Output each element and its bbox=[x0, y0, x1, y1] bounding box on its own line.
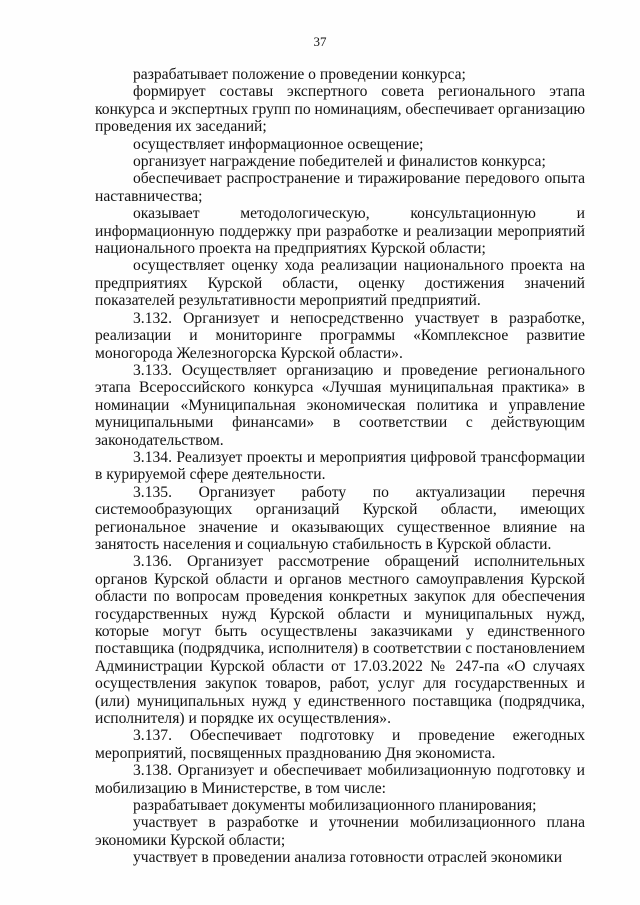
paragraph: участвует в разработке и уточнении мобилизационного плана экономики Курской области; bbox=[95, 814, 585, 849]
paragraph: организует награждение победителей и финалистов конкурса; bbox=[133, 153, 546, 171]
clause-3-138: 3.138. Организует и обеспечивает мобилизационную подготовку и мобилизацию в Министерстве, в том числе: bbox=[95, 762, 585, 797]
paragraph: формирует составы экспертного совета регионального этапа конкурса и экспертных групп по номинациям, обеспечивает организацию проведения их заседаний; bbox=[95, 83, 585, 136]
paragraph: осуществляет оценку хода реализации национального проекта на предприятиях Курской области, оценку достижения значений показателей результативности мероприятий предприятий. bbox=[95, 257, 585, 310]
document-body bbox=[95, 66, 585, 867]
paragraph: разрабатывает положение о проведении конкурса; bbox=[133, 66, 466, 83]
clause-3-135: 3.135. Организует работу по актуализации перечня системообразующих организаций Курской области, имеющих региональное значение и оказывающих существенное влияние на занятость населения и социальную стабильность в Курской области. bbox=[95, 483, 585, 553]
clause-3-133: 3.133. Осуществляет организацию и проведение регионального этапа Всероссийского конкурса «Лучшая муниципальная практика» в номинации «Муниципальная экономическая политика и управление муниципальными финансами» в соответствии с действующим законодательством. bbox=[95, 361, 585, 449]
clause-3-136: 3.136. Организует рассмотрение обращений исполнительных органов Курской области и органов местного самоуправления Курской области по вопросам проведения конкретных закупок для обеспечения государственных нужд Курской области и муниципальных нужд, которые могут быть осуществлены заказчиками у единственного поставщика (подрядчика, исполнителя) в соответствии с постановлением Администрации Курской области от 17.03.2022 № 247-па «О случаях осуществления закупок товаров, работ, услуг для государственных и (или) муниципальных нужд у единственного поставщика (подрядчика, исполнителя) и порядке их осуществления». bbox=[95, 553, 585, 728]
paragraph: обеспечивает распространение и тиражирование передового опыта наставничества; bbox=[95, 170, 585, 205]
paragraph: разрабатывает документы мобилизационного планирования; bbox=[133, 797, 537, 815]
paragraph: осуществляет информационное освещение; bbox=[133, 135, 424, 153]
page-number: 37 bbox=[313, 34, 327, 49]
clause-3-134: 3.134. Реализует проекты и мероприятия цифровой трансформации в курируемой сфере деятельности. bbox=[95, 448, 585, 484]
clause-3-132: 3.132. Организует и непосредственно участвует в разработке, реализации и мониторинге программы «Комплексное развитие моногорода Железногорска Курской области». bbox=[95, 309, 585, 362]
paragraph: участвует в проведении анализа готовности отраслей экономики bbox=[133, 849, 563, 867]
paragraph: оказывает методологическую, консультационную и информационную поддержку при разработке и реализации мероприятий национального проекта на предприятиях Курской области; bbox=[95, 205, 585, 258]
clause-3-137: 3.137. Обеспечивает подготовку и проведение ежегодных мероприятий, посвященных празднованию Дня экономиста. bbox=[95, 727, 585, 762]
